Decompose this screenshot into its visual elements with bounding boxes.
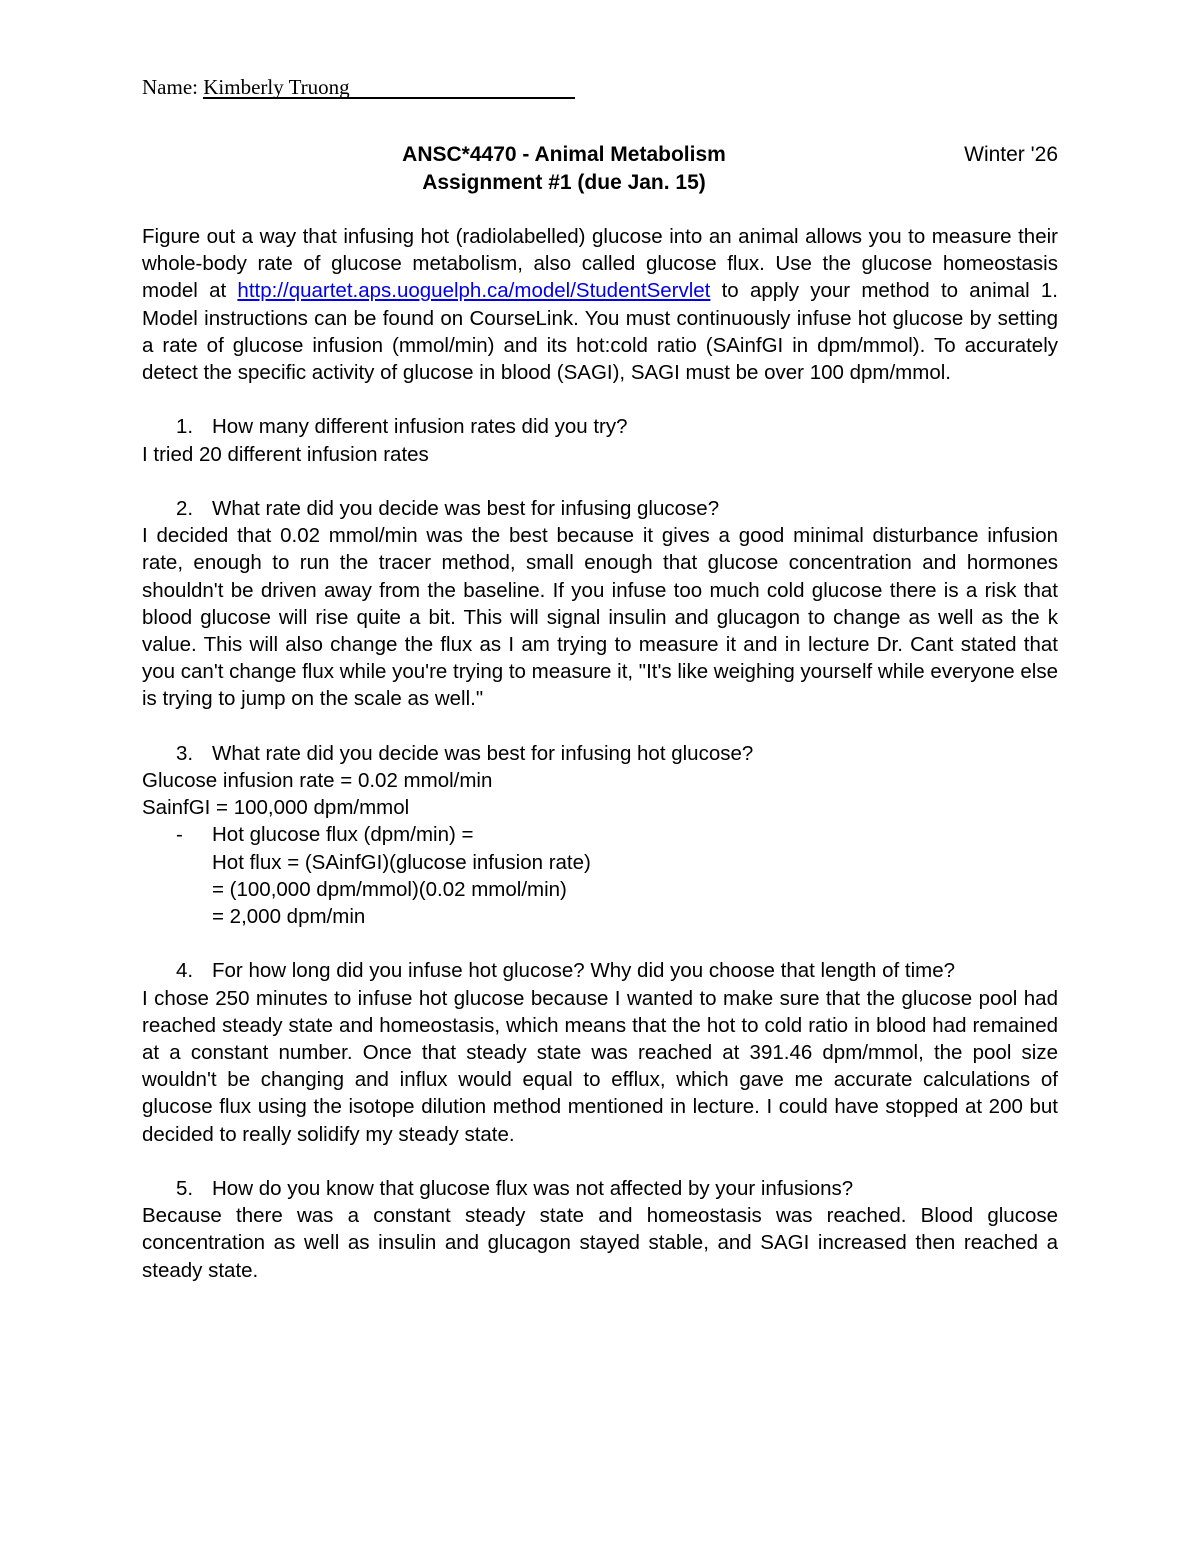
calculation-item bbox=[142, 821, 1058, 848]
spacer bbox=[142, 1148, 1058, 1175]
question-text: What rate did you decide was best for infusing hot glucose? bbox=[212, 741, 754, 765]
dash-bullet: - bbox=[176, 823, 183, 847]
intro-paragraph bbox=[142, 223, 1058, 386]
model-link[interactable]: http://quartet.aps.uoguelph.ca/model/StudentServlet bbox=[237, 279, 711, 303]
spacer bbox=[142, 468, 1058, 495]
question-number: 2. bbox=[176, 497, 194, 520]
calc-line-4: = 2,000 dpm/min bbox=[212, 905, 366, 929]
question-2 bbox=[142, 495, 1058, 522]
assignment-title: Assignment #1 (due Jan. 15) bbox=[422, 171, 706, 194]
question-4 bbox=[142, 957, 1058, 984]
question-number: 4. bbox=[176, 959, 194, 983]
question-3 bbox=[142, 740, 1058, 767]
question-5 bbox=[142, 1175, 1058, 1202]
question-1 bbox=[142, 413, 1058, 440]
course-title: ANSC*4470 - Animal Metabolism bbox=[402, 143, 726, 166]
term: Winter '26 bbox=[964, 143, 1058, 166]
answer-2: I decided that 0.02 mmol/min was the best because it gives a good minimal disturbance infusion rate, enough to run the tracer method, small enough that glucose concentration and hormones shouldn't be driven away from the baseline. If you infuse too much cold glucose there is a risk that blood glucose will rise quite a bit. This will signal insulin and glucagon to change as well as the k value. This will also change the flux as I am trying to measure it and in lecture Dr. Cant stated that you can't change flux while you're trying to measure it, "It's like weighing yourself while everyone else is trying to jump on the scale as well." bbox=[142, 524, 1058, 711]
answer-3-line-2: SainfGI = 100,000 dpm/mmol bbox=[142, 796, 410, 820]
question-text: How do you know that glucose flux was not affected by your infusions? bbox=[212, 1177, 854, 1201]
spacer bbox=[142, 930, 1058, 957]
answer-5: Because there was a constant steady state and homeostasis was reached. Blood glucose concentration as well as insulin and glucagon stayed stable, and SAGI increased then reached a steady state. bbox=[142, 1204, 1058, 1282]
document-body bbox=[142, 223, 1058, 1284]
calc-line-3: = (100,000 dpm/mmol)(0.02 mmol/min) bbox=[212, 877, 567, 901]
spacer bbox=[142, 713, 1058, 740]
spacer bbox=[142, 386, 1058, 413]
document-header bbox=[142, 141, 1058, 197]
question-number: 5. bbox=[176, 1177, 194, 1201]
name-label: Name: bbox=[142, 75, 204, 99]
student-name: Kimberly Truong bbox=[203, 78, 575, 99]
answer-1: I tried 20 different infusion rates bbox=[142, 442, 429, 466]
question-text: For how long did you infuse hot glucose? Why did you choose that length of time? bbox=[212, 959, 956, 983]
question-text: What rate did you decide was best for infusing glucose? bbox=[212, 497, 720, 520]
intro-text-before-link: Figure out a way that infusing hot (radiolabelled) glucose into an animal allows you to measure their whole-body rate of glucose metabolism, also called glucose flux. Use the glucose homeostasis model at bbox=[142, 225, 1058, 303]
calc-line-2: Hot flux = (SAinfGI)(glucose infusion rate) bbox=[212, 850, 591, 874]
question-number: 3. bbox=[176, 741, 194, 765]
question-text: How many different infusion rates did you try? bbox=[212, 415, 628, 439]
question-number: 1. bbox=[176, 415, 194, 439]
calc-line-1: Hot glucose flux (dpm/min) = bbox=[212, 823, 474, 847]
answer-4: I chose 250 minutes to infuse hot glucose because I wanted to make sure that the glucose pool had reached steady state and homeostasis, which means that the hot to cold ratio in blood had remained at a constant number. Once that steady state was reached at 391.46 dpm/mmol, the pool size wouldn't be changing and influx would equal to efflux, which gave me accurate calculations of glucose flux using the isotope dilution method mentioned in lecture. I could have stopped at 200 but decided to really solidify my steady state. bbox=[142, 986, 1058, 1146]
answer-3-line-1: Glucose infusion rate = 0.02 mmol/min bbox=[142, 769, 493, 793]
name-line bbox=[142, 74, 582, 100]
intro-text-after-link: to apply your method to animal 1. Model instructions can be found on CourseLink. You must continuously infuse hot glucose by setting a rate of glucose infusion (mmol/min) and its hot:cold ratio (SAinfGI in dpm/mmol). To accurately detect the specific activity of glucose in blood (SAGI), SAGI must be over 100 dpm/mmol. bbox=[142, 279, 1059, 385]
